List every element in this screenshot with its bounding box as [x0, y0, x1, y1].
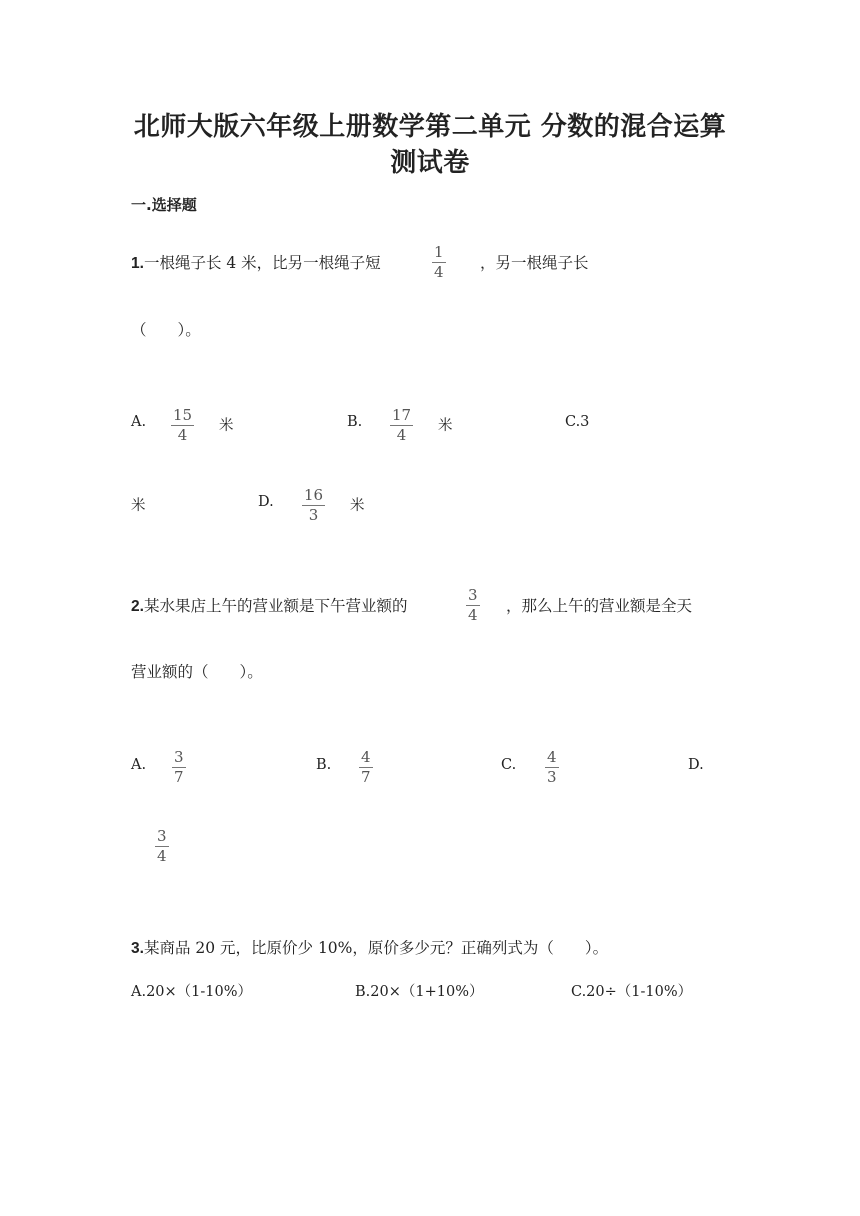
denominator: 4: [434, 263, 444, 281]
option-c[interactable]: C.20÷（1-10%）: [571, 984, 693, 1000]
question-2-stem: [131, 594, 407, 616]
option-b[interactable]: B.20×（1+10%）: [355, 984, 484, 1000]
denominator: 4: [396, 426, 407, 444]
question-number: 3.: [131, 940, 144, 957]
option-d-fraction: [155, 828, 169, 865]
numerator: 15: [173, 406, 193, 424]
denominator: 3: [547, 768, 557, 786]
answer-blank: 营业额的（ ）。: [131, 663, 263, 681]
answer-blank: （ ）。: [131, 321, 201, 339]
denominator: 4: [177, 426, 188, 444]
numerator: 3: [174, 748, 184, 766]
question-text-continued: ，另一根绳子长: [480, 254, 589, 272]
option-c-label[interactable]: C.3: [565, 414, 590, 430]
numerator: 17: [392, 406, 412, 424]
option-c-fraction: [545, 749, 559, 786]
question-text-continued: ，那么上午的营业额是全天: [506, 597, 693, 615]
numerator: 4: [547, 748, 557, 766]
question-number: 1.: [131, 255, 144, 272]
option-c-unit: 米: [131, 498, 146, 514]
section-heading: 一.选择题: [131, 196, 197, 214]
page-title-line2: 测试卷: [390, 148, 470, 178]
denominator: 3: [308, 506, 319, 524]
option-a-unit: 米: [219, 418, 234, 434]
question-number: 2.: [131, 598, 144, 615]
question-1-stem: [131, 251, 381, 273]
denominator: 7: [361, 768, 371, 786]
numerator: 4: [361, 748, 371, 766]
option-b-label[interactable]: B.: [347, 414, 363, 430]
denominator: 7: [174, 768, 184, 786]
question-3-stem: [131, 936, 608, 958]
option-a-label[interactable]: A.: [131, 757, 147, 773]
question-text: 某商品 20 元，比原价少 10%，原价多少元？正确列式为（ ）。: [143, 939, 609, 957]
option-d-label[interactable]: D.: [688, 757, 704, 773]
option-a[interactable]: A.20×（1-10%）: [131, 984, 253, 1000]
option-d-fraction: [302, 487, 325, 524]
option-b-unit: 米: [438, 418, 453, 434]
option-c-label[interactable]: C.: [501, 757, 517, 773]
question-text: 某水果店上午的营业额是下午营业额的: [143, 597, 408, 615]
numerator: 16: [304, 486, 324, 504]
option-b-fraction: [359, 749, 373, 786]
page-title: 北师大版六年级上册数学第二单元 分数的混合运算: [133, 112, 727, 142]
option-a-label[interactable]: A.: [131, 414, 147, 430]
option-d-unit: 米: [350, 498, 365, 514]
denominator: 4: [468, 606, 478, 624]
option-b-fraction: [390, 407, 413, 444]
numerator: 3: [468, 586, 478, 604]
option-a-fraction: [171, 407, 194, 444]
option-a-fraction: [172, 749, 186, 786]
option-b-label[interactable]: B.: [316, 757, 332, 773]
fraction: [432, 244, 446, 281]
fraction: [466, 587, 480, 624]
numerator: 3: [157, 827, 167, 845]
denominator: 4: [157, 847, 167, 865]
option-d-label[interactable]: D.: [258, 494, 274, 510]
question-text: 一根绳子长 4 米，比另一根绳子短: [143, 254, 381, 272]
numerator: 1: [434, 243, 444, 261]
